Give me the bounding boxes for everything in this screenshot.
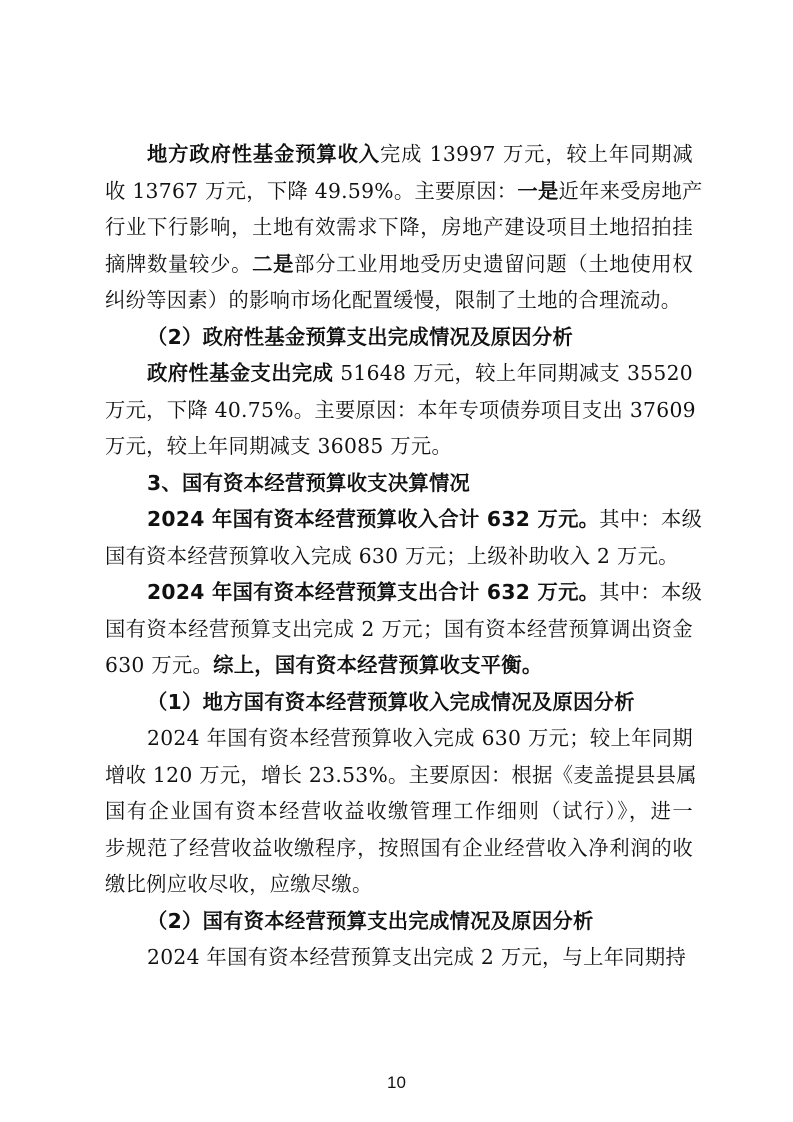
paragraph xyxy=(105,465,693,502)
text-line xyxy=(105,246,693,283)
text-line xyxy=(105,136,693,173)
text-run: 增收 120 万元，增长 23.53%。主要原因：根据《麦盖提县县属 xyxy=(105,762,697,787)
document-body xyxy=(105,136,703,976)
text-run: 国有企业国有资本经营收益收缴管理工作细则（试行）》，进一 xyxy=(105,799,693,823)
paragraph xyxy=(105,355,696,465)
text-line xyxy=(105,611,693,648)
text-line xyxy=(105,793,693,830)
text-run: 步规范了经营收益收缴程序，按照国有企业经营收入净利润的收 xyxy=(105,835,693,860)
text-line xyxy=(105,647,693,684)
text-line xyxy=(105,939,693,976)
text-line xyxy=(105,392,696,429)
paragraph xyxy=(105,136,703,319)
bold-text: 一是 xyxy=(517,178,559,203)
text-run: 国有资本经营预算支出完成 2 万元；国有资本经营预算调出资金 xyxy=(105,616,693,641)
paragraph xyxy=(105,501,703,574)
paragraph xyxy=(105,720,697,903)
text-run: 国有资本经营预算收入完成 630 万元；上级补助收入 2 万元。 xyxy=(105,543,679,568)
text-line xyxy=(105,173,703,210)
paragraph xyxy=(105,684,693,721)
text-line xyxy=(105,319,693,356)
text-run: 630 万元。 xyxy=(105,653,214,677)
text-line xyxy=(105,830,693,867)
text-run: 收 13767 万元，下降 49.59%。主要原因： xyxy=(105,178,518,203)
bold-text: 政府性基金支出完成 xyxy=(147,361,334,385)
paragraph xyxy=(105,939,693,976)
text-run: 2024 年国有资本经营预算支出完成 2 万元，与上年同期持 xyxy=(147,945,687,969)
bold-text: （2）政府性基金预算支出完成情况及原因分析 xyxy=(147,324,574,349)
text-run: 行业下行影响，土地有效需求下降，房地产建设项目土地招拍挂 xyxy=(105,215,693,239)
bold-text: 综上，国有资本经营预算收支平衡。 xyxy=(213,653,543,677)
text-run: 2024 年国有资本经营预算收入完成 630 万元；较上年同期 xyxy=(147,726,693,750)
text-line xyxy=(105,684,693,721)
bold-text: 二是 xyxy=(252,251,295,276)
page-number: 10 xyxy=(387,1073,406,1092)
bold-text: （1）地方国有资本经营预算收入完成情况及原因分析 xyxy=(147,689,635,714)
bold-text: 2024 年国有资本经营预算收入合计 632 万元。 xyxy=(147,507,600,531)
text-line xyxy=(105,538,693,575)
text-run: 纠纷等因素）的影响市场化配置缓慢，限制了土地的合理流动。 xyxy=(105,288,682,312)
text-run: 其中：本级 xyxy=(599,580,703,604)
text-line xyxy=(105,757,697,794)
text-run: 万元，下降 40.75%。主要原因：本年专项债券项目支出 37609 xyxy=(105,397,696,422)
paragraph xyxy=(105,319,693,356)
text-line xyxy=(105,720,693,757)
text-run: 近年来受房地产 xyxy=(558,178,703,203)
bold-text: 3、国有资本经营预算收支决算情况 xyxy=(147,470,471,495)
text-line xyxy=(105,866,693,903)
text-run: 其中：本级 xyxy=(599,507,703,531)
text-run: 完成 13997 万元，较上年同期减 xyxy=(379,142,694,166)
text-line xyxy=(105,282,693,319)
paragraph xyxy=(105,903,693,940)
text-line xyxy=(105,209,693,246)
bold-text: 地方政府性基金预算收入 xyxy=(147,142,380,166)
text-line xyxy=(105,903,693,940)
paragraph xyxy=(105,574,703,684)
text-run: 51648 万元，较上年同期减支 35520 xyxy=(333,361,693,385)
text-line xyxy=(105,501,703,538)
text-line xyxy=(105,355,693,392)
text-line xyxy=(105,574,703,611)
text-run: 摘牌数量较少。 xyxy=(105,251,253,276)
text-line xyxy=(105,465,693,502)
text-run: 部分工业用地受历史遗留问题（土地使用权 xyxy=(294,251,693,276)
text-run: 缴比例应收尽收，应缴尽缴。 xyxy=(105,872,373,896)
bold-text: （2）国有资本经营预算支出完成情况及原因分析 xyxy=(147,908,594,933)
text-run: 万元，较上年同期减支 36085 万元。 xyxy=(105,434,453,458)
text-line xyxy=(105,428,693,465)
bold-text: 2024 年国有资本经营预算支出合计 632 万元。 xyxy=(147,580,600,604)
